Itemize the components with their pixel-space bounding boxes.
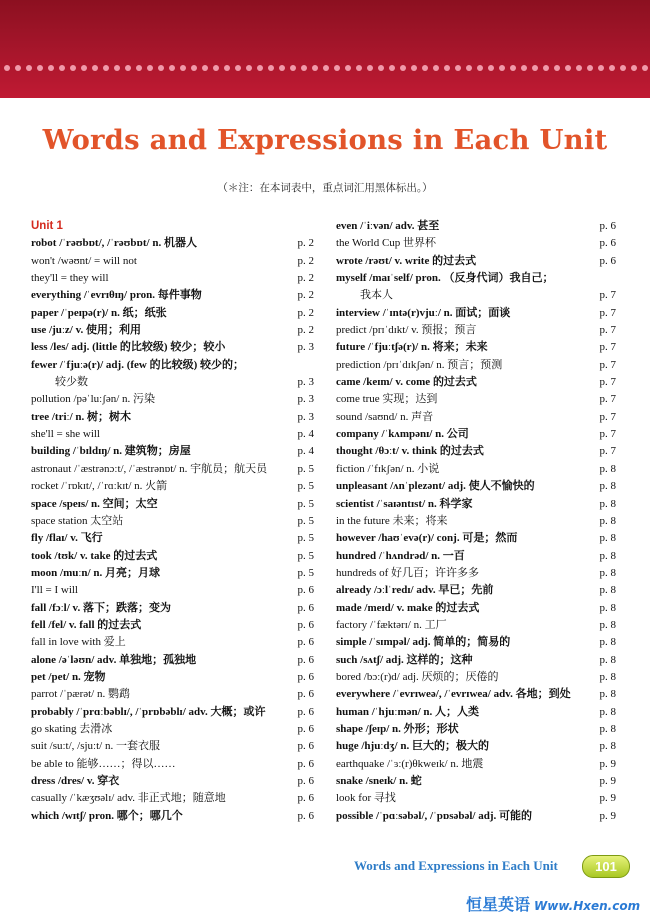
vocab-entry — [31, 669, 314, 686]
watermark-url: Www.Hxen.com — [534, 899, 641, 913]
decor-dot — [202, 65, 208, 71]
vocab-entry — [336, 235, 616, 252]
entry-text: even /ˈiːvən/ adv. 甚至 — [336, 220, 440, 232]
entry-text: look for 寻找 — [336, 792, 396, 805]
decor-dot — [631, 65, 637, 71]
entry-text: less /les/ adj. (little 的比较级) 较少；较小 — [31, 341, 226, 354]
entry-text: use /juːz/ v. 使用；利用 — [31, 324, 142, 337]
entry-text: tree /triː/ n. 树；树木 — [31, 410, 131, 423]
decor-dot — [235, 65, 241, 71]
decor-dot — [532, 65, 538, 71]
vocab-entry — [31, 478, 314, 495]
entry-page: p. 6 — [297, 670, 314, 683]
vocab-entry — [31, 790, 314, 807]
entry-text: everywhere /ˈevrɪweə/, /ˈevrɪwea/ adv. 各地；到处 — [336, 688, 571, 701]
decor-dot — [15, 65, 21, 71]
entry-page: p. 7 — [599, 358, 616, 371]
entry-page: p. 5 — [297, 566, 314, 579]
vocab-entry — [336, 253, 616, 270]
entry-page: p. 2 — [297, 324, 314, 337]
entry-page: p. 4 — [297, 445, 314, 458]
vocab-entry — [336, 374, 616, 391]
vocab-entry — [31, 339, 314, 356]
entry-page: p. 6 — [297, 653, 314, 666]
entry-text: possible /ˈpɑːsəbəl/, /ˈpɒsəbəl/ adj. 可能的 — [336, 809, 532, 822]
decor-dot — [466, 65, 472, 71]
vocab-entry — [336, 634, 616, 651]
decor-dot — [136, 65, 142, 71]
entry-page: p. 6 — [297, 740, 314, 753]
decor-dot — [323, 65, 329, 71]
vocab-entry — [31, 374, 314, 391]
decor-dot — [499, 65, 505, 71]
vocab-entry — [336, 530, 616, 547]
vocab-entry — [31, 530, 314, 547]
page-number-badge: 101 — [582, 855, 630, 878]
entry-page: p. 6 — [297, 809, 314, 822]
decor-dot — [356, 65, 362, 71]
entry-page: p. 8 — [599, 532, 616, 545]
entry-text: come true 实现；达到 — [336, 393, 438, 406]
decor-dot — [312, 65, 318, 71]
decor-dot — [59, 65, 65, 71]
vocab-entry — [31, 391, 314, 408]
entry-page: p. 7 — [599, 428, 616, 441]
entry-page: p. 7 — [599, 393, 616, 406]
vocab-entry — [31, 253, 314, 270]
decor-dot — [125, 65, 131, 71]
decor-dot — [81, 65, 87, 71]
entry-text: go skating 去滑冰 — [31, 722, 113, 735]
entry-text: rocket /ˈrɒkɪt/, /ˈrɑːkɪt/ n. 火箭 — [31, 480, 168, 493]
vocab-entry — [336, 391, 616, 408]
vocab-entry — [31, 617, 314, 634]
vocab-entry — [31, 548, 314, 565]
vocab-entry — [31, 270, 314, 287]
entry-page: p. 2 — [297, 237, 314, 250]
entry-page: p. 5 — [297, 549, 314, 562]
entry-text: pollution /pəˈluːʃən/ n. 污染 — [31, 393, 156, 406]
entry-text: however /haʊˈevə(r)/ conj. 可是；然而 — [336, 532, 518, 545]
entry-text: probably /ˈprɑːbəblɪ/, /ˈprɒbəblɪ/ adv. 大概；或许 — [31, 705, 266, 718]
entry-text: interview /ˈɪntə(r)vjuː/ n. 面试；面谈 — [336, 306, 511, 319]
entry-page: p. 8 — [599, 740, 616, 753]
entry-text: space station 太空站 — [31, 514, 124, 527]
entry-text: thought /θɔːt/ v. think 的过去式 — [336, 445, 484, 458]
entry-text: dress /dres/ v. 穿衣 — [31, 775, 120, 787]
decor-dot — [257, 65, 263, 71]
decor-dot — [620, 65, 626, 71]
decor-dot — [576, 65, 582, 71]
entry-page: p. 7 — [599, 324, 616, 337]
decor-dot — [400, 65, 406, 71]
entry-text: casually /ˈkæʒʊəlɪ/ adv. 非正式地；随意地 — [31, 792, 226, 805]
vocab-entry — [336, 305, 616, 322]
vocab-entry — [336, 548, 616, 565]
entry-page: p. 5 — [297, 514, 314, 527]
entry-text: company /ˈkʌmpənɪ/ n. 公司 — [336, 428, 469, 441]
vocab-entry — [31, 634, 314, 651]
entry-page: p. 2 — [297, 254, 314, 267]
right-column — [336, 218, 616, 825]
vocab-entry — [336, 721, 616, 738]
entry-text: hundreds of 好几百；许许多多 — [336, 566, 479, 579]
entry-page: p. 8 — [599, 497, 616, 510]
entry-text: already /ɔːlˈredɪ/ adv. 早已；先前 — [336, 584, 494, 597]
unit-heading: Unit 1 — [31, 220, 63, 232]
entry-page: p. 8 — [599, 566, 616, 579]
entry-text: bored /bɔː(r)d/ adj. 厌烦的；厌倦的 — [336, 670, 499, 683]
page-title: Words and Expressions in Each Unit — [42, 124, 608, 156]
vocab-entry — [336, 461, 616, 478]
vocab-entry — [336, 565, 616, 582]
bold-note: （＊注：在本词表中，重点词汇用黑体标出。） — [217, 182, 433, 194]
entry-page: p. 7 — [599, 410, 616, 423]
entry-text: space /speɪs/ n. 空间；太空 — [31, 497, 158, 510]
decor-dot — [378, 65, 384, 71]
vocab-entry — [336, 652, 616, 669]
vocab-entry — [336, 582, 616, 599]
decor-dot — [609, 65, 615, 71]
entry-page: p. 3 — [297, 410, 314, 423]
vocab-entry — [336, 669, 616, 686]
entry-page: p. 3 — [297, 341, 314, 354]
entry-text: predict /prɪˈdɪkt/ v. 预报；预言 — [336, 324, 477, 337]
vocab-entry — [31, 773, 314, 790]
vocab-entry — [336, 773, 616, 790]
decor-dot — [169, 65, 175, 71]
entry-page: p. 7 — [599, 445, 616, 458]
entry-page: p. 3 — [297, 376, 314, 389]
decor-dot — [37, 65, 43, 71]
decor-dot — [191, 65, 197, 71]
entry-page: p. 9 — [599, 757, 616, 770]
decor-dot — [510, 65, 516, 71]
entry-page: p. 2 — [297, 272, 314, 285]
entry-text: 较少数 — [55, 376, 88, 389]
entry-page: p. 8 — [599, 462, 616, 475]
decor-dot — [433, 65, 439, 71]
entry-page: p. 2 — [297, 289, 314, 302]
decor-dot — [114, 65, 120, 71]
decor-dot — [48, 65, 54, 71]
entry-text: myself /maɪˈself/ pron. （反身代词）我自己； — [336, 272, 554, 285]
entry-page: p. 6 — [297, 775, 314, 787]
decor-dot — [224, 65, 230, 71]
vocab-entry — [336, 409, 616, 426]
entry-text: shape /ʃeɪp/ n. 外形；形状 — [336, 722, 459, 735]
decor-dot — [587, 65, 593, 71]
entry-page: p. 3 — [297, 393, 314, 406]
vocab-entry — [336, 790, 616, 807]
vocab-entry — [336, 426, 616, 443]
decor-dot — [565, 65, 571, 71]
decor-dot — [554, 65, 560, 71]
entry-page: p. 7 — [599, 289, 616, 302]
decor-dot — [477, 65, 483, 71]
vocab-entry — [336, 339, 616, 356]
entry-page: p. 9 — [599, 809, 616, 822]
decor-dot — [26, 65, 32, 71]
entry-text: hundred /ˈhʌndrəd/ n. 一百 — [336, 549, 465, 562]
vocab-entry — [31, 808, 314, 825]
vocab-entry — [336, 738, 616, 755]
vocab-entry — [31, 322, 314, 339]
entry-text: wrote /rəʊt/ v. write 的过去式 — [336, 254, 477, 267]
vocab-entry — [31, 756, 314, 773]
entry-page: p. 4 — [297, 428, 314, 441]
header-banner — [0, 0, 650, 98]
entry-text: paper /ˈpeɪpə(r)/ n. 纸；纸张 — [31, 306, 167, 319]
entry-text: human /ˈhjuːmən/ n. 人；人类 — [336, 705, 480, 718]
entry-page: p. 6 — [297, 636, 314, 649]
vocab-entry — [31, 357, 314, 374]
entry-text: she'll = she will — [31, 428, 100, 441]
vocab-entry — [31, 721, 314, 738]
vocab-entry — [336, 496, 616, 513]
decor-dot — [180, 65, 186, 71]
entry-page: p. 6 — [297, 618, 314, 631]
entry-text: took /tʊk/ v. take 的过去式 — [31, 549, 158, 562]
footer-title: Words and Expressions in Each Unit — [354, 858, 558, 873]
decor-dot — [103, 65, 109, 71]
vocab-entry — [336, 600, 616, 617]
entry-text: the World Cup 世界杯 — [336, 237, 437, 250]
decor-dot — [345, 65, 351, 71]
vocab-entry — [336, 322, 616, 339]
entry-text: everything /ˈevrɪθɪŋ/ pron. 每件事物 — [31, 289, 202, 302]
entry-page: p. 8 — [599, 688, 616, 701]
entry-text: such /sʌtʃ/ adj. 这样的；这种 — [336, 653, 473, 666]
decor-dot — [444, 65, 450, 71]
decor-dot — [301, 65, 307, 71]
vocab-entry — [31, 496, 314, 513]
entry-text: in the future 未来；将来 — [336, 514, 448, 527]
vocab-entry — [31, 565, 314, 582]
vocab-entry — [336, 270, 616, 287]
vocab-entry — [336, 513, 616, 530]
entry-text: fell /fel/ v. fall 的过去式 — [31, 618, 142, 631]
entry-text: made /meɪd/ v. make 的过去式 — [336, 601, 480, 614]
entry-text: they'll = they will — [31, 272, 109, 285]
entry-page: p. 8 — [599, 601, 616, 614]
entry-text: pet /pet/ n. 宠物 — [31, 670, 106, 683]
decor-dot — [598, 65, 604, 71]
entry-page: p. 8 — [599, 514, 616, 527]
vocab-entry — [31, 652, 314, 669]
entry-text: fewer /ˈfjuːə(r)/ adj. (few 的比较级) 较少的； — [31, 358, 245, 371]
vocab-entry — [31, 443, 314, 460]
entry-text: fly /flaɪ/ v. 飞行 — [31, 532, 103, 545]
entry-text: which /wɪtʃ/ pron. 哪个；哪几个 — [31, 809, 183, 822]
entry-page: p. 8 — [599, 584, 616, 597]
vocab-entry — [31, 582, 314, 599]
entry-text: simple /ˈsɪmpəl/ adj. 简单的；简易的 — [336, 636, 511, 649]
decor-dot — [70, 65, 76, 71]
decor-dot — [422, 65, 428, 71]
entry-page: p. 7 — [599, 341, 616, 354]
entry-page: p. 8 — [599, 549, 616, 562]
entry-text: parrot /ˈpærət/ n. 鹦鹉 — [31, 688, 130, 701]
vocab-entry — [336, 478, 616, 495]
entry-page: p. 8 — [599, 705, 616, 718]
decor-dot — [158, 65, 164, 71]
entry-page: p. 6 — [297, 601, 314, 614]
entry-page: p. 6 — [297, 757, 314, 770]
entry-page: p. 5 — [297, 480, 314, 493]
entry-text: sound /saʊnd/ n. 声音 — [336, 410, 434, 423]
entry-page: p. 6 — [297, 688, 314, 701]
entry-page: p. 6 — [599, 220, 616, 232]
entry-text: huge /hjuːdʒ/ n. 巨大的；极大的 — [336, 740, 489, 753]
entry-text: fall /fɔːl/ v. 落下；跌落；变为 — [31, 601, 171, 614]
decor-dot — [246, 65, 252, 71]
entry-page: p. 8 — [599, 653, 616, 666]
entry-page: p. 6 — [599, 237, 616, 250]
vocab-entry — [31, 513, 314, 530]
vocab-entry — [336, 686, 616, 703]
entry-page: p. 6 — [297, 792, 314, 805]
entry-page: p. 8 — [599, 618, 616, 631]
vocab-entry — [31, 305, 314, 322]
vocab-entry — [31, 704, 314, 721]
entry-page: p. 7 — [599, 376, 616, 389]
entry-text: fiction /ˈfɪkʃən/ n. 小说 — [336, 462, 440, 475]
decor-dot — [488, 65, 494, 71]
left-column — [31, 218, 314, 825]
decor-dot — [389, 65, 395, 71]
entry-text: future /ˈfjuːtʃə(r)/ n. 将来；未来 — [336, 341, 488, 354]
vocab-entry — [336, 808, 616, 825]
vocab-entry — [336, 443, 616, 460]
vocab-entry — [31, 686, 314, 703]
entry-text: alone /əˈləʊn/ adv. 单独地；孤独地 — [31, 653, 197, 666]
vocab-entry — [31, 235, 314, 252]
watermark-name: 恒星英语 — [466, 895, 531, 914]
entry-page: p. 7 — [599, 306, 616, 319]
watermark — [466, 892, 640, 915]
decor-dot — [268, 65, 274, 71]
entry-text: I'll = I will — [31, 584, 78, 597]
entry-text: suit /suːt/, /sjuːt/ n. 一套衣服 — [31, 740, 160, 753]
entry-page: p. 2 — [297, 306, 314, 319]
entry-text: factory /ˈfæktərɪ/ n. 工厂 — [336, 618, 447, 631]
entry-page: p. 6 — [297, 584, 314, 597]
decor-dot — [367, 65, 373, 71]
decor-dot — [642, 65, 648, 71]
vocab-entry — [336, 704, 616, 721]
entry-text: scientist /ˈsaɪəntɪst/ n. 科学家 — [336, 497, 473, 510]
vocab-entry — [31, 461, 314, 478]
entry-text: be able to 能够……；得以…… — [31, 757, 176, 770]
decor-dot — [147, 65, 153, 71]
vocab-entry — [336, 617, 616, 634]
decor-dot — [455, 65, 461, 71]
decor-dot — [92, 65, 98, 71]
entry-page: p. 9 — [599, 775, 616, 787]
entry-text: astronaut /ˈæstrənɔːt/, /ˈæstrənɒt/ n. 宇航员；航天员 — [31, 462, 268, 475]
decor-dot — [4, 65, 10, 71]
decor-dot — [213, 65, 219, 71]
vocab-entry — [31, 600, 314, 617]
dotted-stripe — [0, 62, 650, 74]
entry-page: p. 6 — [599, 254, 616, 267]
entry-page: p. 8 — [599, 722, 616, 735]
entry-text: unpleasant /ʌnˈplezənt/ adj. 使人不愉快的 — [336, 480, 535, 493]
vocab-entry — [31, 409, 314, 426]
entry-text: snake /sneɪk/ n. 蛇 — [336, 775, 422, 787]
vocab-entry — [31, 287, 314, 304]
entry-text: earthquake /ˈɜː(r)θkweɪk/ n. 地震 — [336, 757, 484, 770]
decor-dot — [543, 65, 549, 71]
entry-page: p. 6 — [297, 705, 314, 718]
entry-text: prediction /prɪˈdɪkʃən/ n. 预言；预测 — [336, 358, 503, 371]
entry-text: moon /muːn/ n. 月亮；月球 — [31, 566, 160, 579]
vocab-entry — [336, 756, 616, 773]
entry-text: robot /ˈrəʊbɒt/, /ˈrəʊbɒt/ n. 机器人 — [31, 237, 197, 250]
decor-dot — [290, 65, 296, 71]
entry-page: p. 8 — [599, 670, 616, 683]
entry-text: won't /wəʊnt/ = will not — [31, 254, 137, 267]
entry-text: came /keɪm/ v. come 的过去式 — [336, 376, 477, 389]
entry-page: p. 5 — [297, 532, 314, 545]
decor-dot — [521, 65, 527, 71]
vocab-entry — [31, 426, 314, 443]
entry-text: 我本人 — [360, 289, 393, 302]
entry-page: p. 9 — [599, 792, 616, 805]
entry-page: p. 5 — [297, 497, 314, 510]
vocab-entry — [336, 218, 616, 235]
vocab-entry — [336, 287, 616, 304]
entry-text: fall in love with 爱上 — [31, 636, 126, 649]
decor-dot — [334, 65, 340, 71]
entry-page: p. 6 — [297, 722, 314, 735]
vocab-entry — [31, 738, 314, 755]
entry-text: building /ˈbɪldɪŋ/ n. 建筑物；房屋 — [31, 445, 191, 458]
entry-page: p. 8 — [599, 480, 616, 493]
decor-dot — [279, 65, 285, 71]
decor-dot — [411, 65, 417, 71]
vocab-entry — [336, 357, 616, 374]
entry-page: p. 8 — [599, 636, 616, 649]
entry-page: p. 5 — [297, 462, 314, 475]
